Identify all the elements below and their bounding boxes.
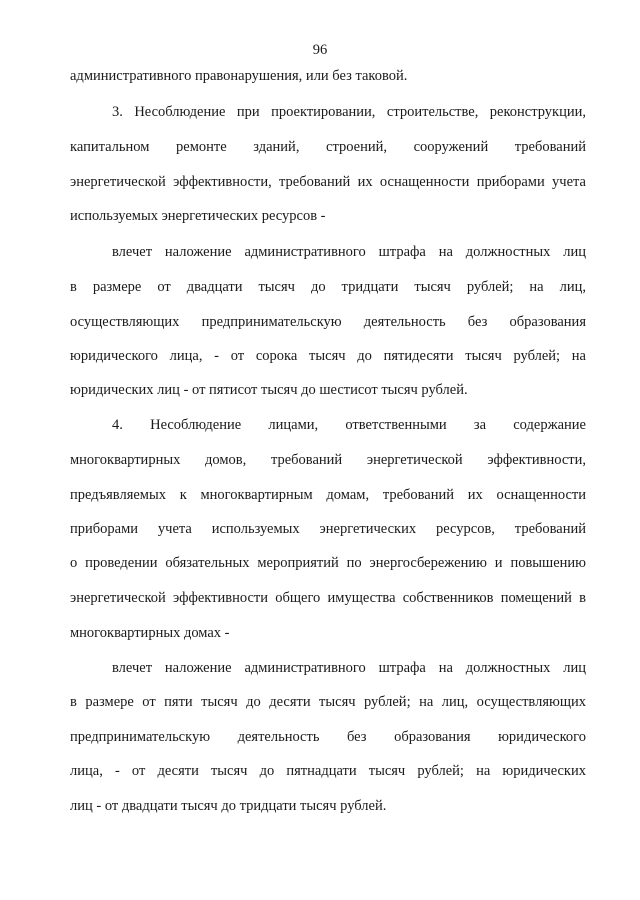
text-line: предпринимательскую деятельность без образования юридического bbox=[70, 729, 586, 745]
text-line: многоквартирных домах - bbox=[70, 625, 230, 641]
text-line: влечет наложение административного штрафа на должностных лиц bbox=[112, 660, 586, 676]
text-line: о проведении обязательных мероприятий по энергосбережению и повышению bbox=[70, 555, 586, 571]
text-line: лица, - от десяти тысяч до пятнадцати тысяч рублей; на юридических bbox=[70, 763, 586, 779]
page-number: 96 bbox=[312, 42, 328, 58]
text-line: 3. Несоблюдение при проектировании, строительстве, реконструкции, bbox=[112, 104, 586, 120]
text-line: лиц - от двадцати тысяч до тридцати тысяч рублей. bbox=[70, 798, 387, 814]
text-line: энергетической эффективности общего имущества собственников помещений в bbox=[70, 590, 586, 606]
text-line: капитальном ремонте зданий, строений, сооружений требований bbox=[70, 139, 586, 155]
text-line: приборами учета используемых энергетических ресурсов, требований bbox=[70, 521, 586, 537]
text-line: предъявляемых к многоквартирным домам, требований их оснащенности bbox=[70, 487, 586, 503]
text-line: 4. Несоблюдение лицами, ответственными за содержание bbox=[112, 417, 586, 433]
text-line: юридических лиц - от пятисот тысяч до шестисот тысяч рублей. bbox=[70, 382, 468, 398]
text-line: осуществляющих предпринимательскую деятельность без образования bbox=[70, 314, 586, 330]
text-line: энергетической эффективности, требований их оснащенности приборами учета bbox=[70, 174, 586, 190]
text-line: в размере от двадцати тысяч до тридцати тысяч рублей; на лиц, bbox=[70, 279, 586, 295]
text-line: юридического лица, - от сорока тысяч до пятидесяти тысяч рублей; на bbox=[70, 348, 586, 364]
text-line: административного правонарушения, или без таковой. bbox=[70, 68, 408, 84]
text-line: используемых энергетических ресурсов - bbox=[70, 208, 326, 224]
text-line: влечет наложение административного штрафа на должностных лиц bbox=[112, 244, 586, 260]
text-line: многоквартирных домов, требований энергетической эффективности, bbox=[70, 452, 586, 468]
text-line: в размере от пяти тысяч до десяти тысяч рублей; на лиц, осуществляющих bbox=[70, 694, 586, 710]
